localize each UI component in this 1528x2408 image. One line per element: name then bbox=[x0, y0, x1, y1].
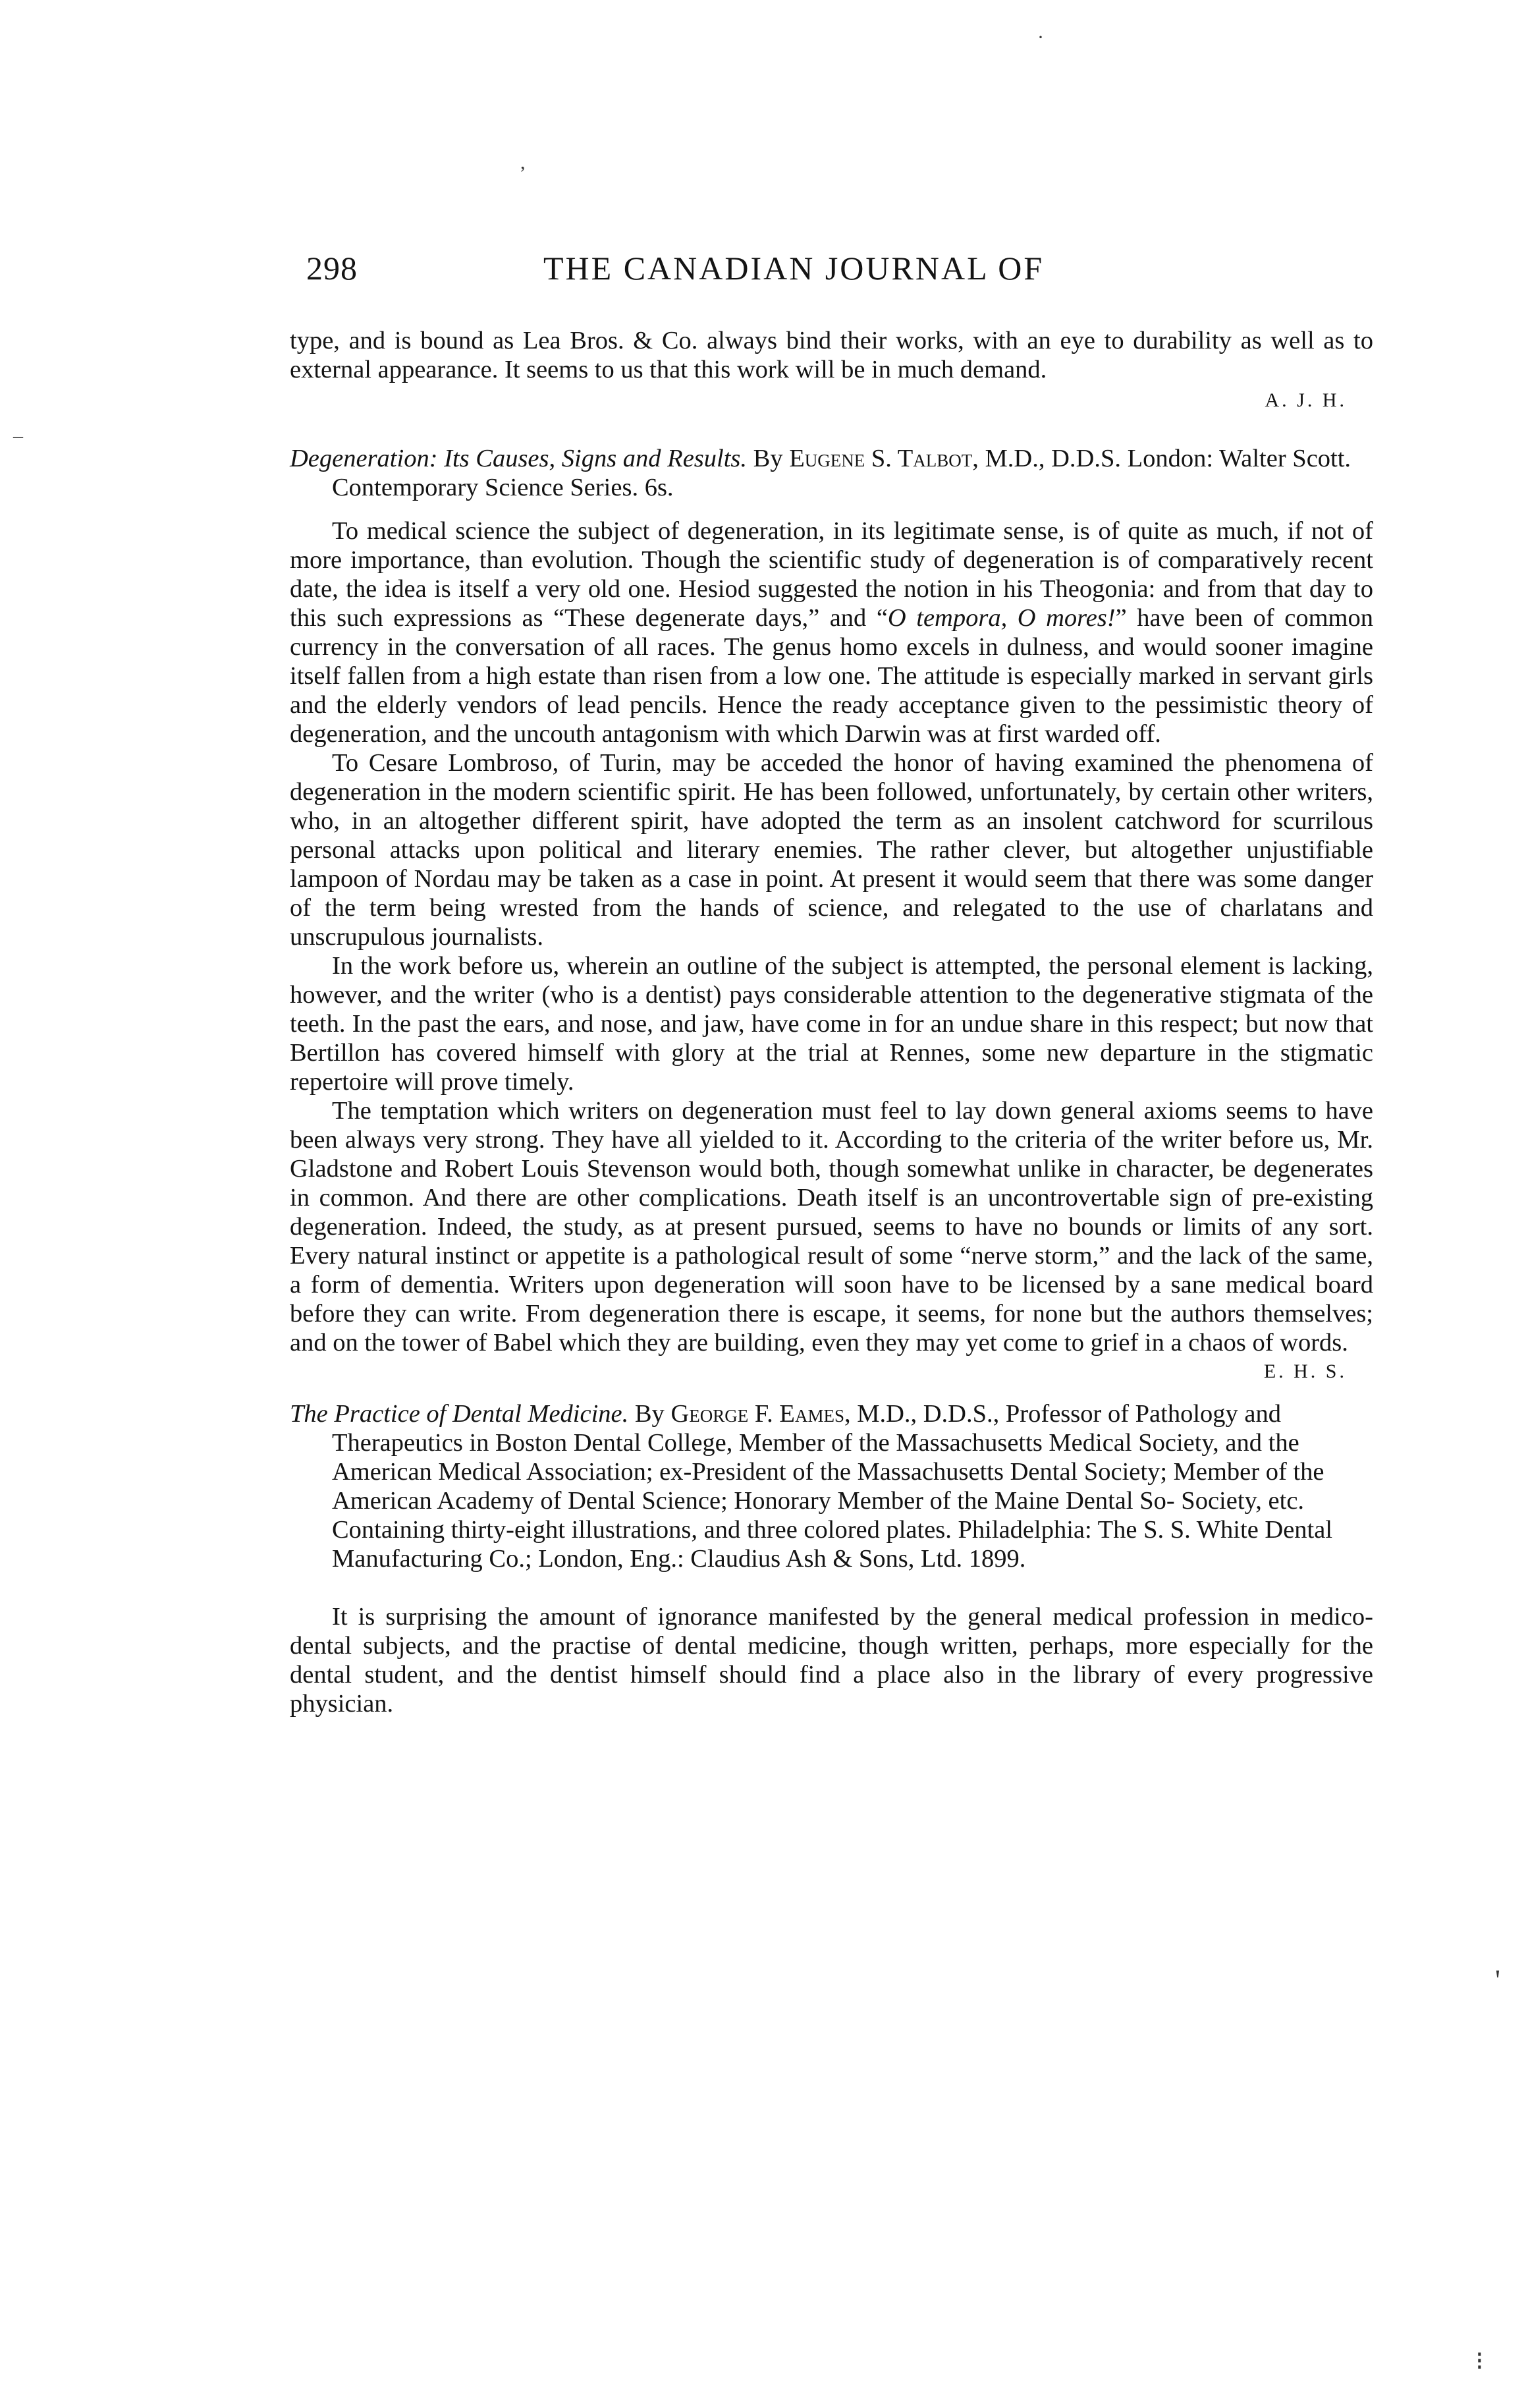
paragraph-3 bbox=[290, 951, 1373, 1096]
author-eames: George F. Eames, bbox=[670, 1400, 851, 1428]
paragraph-1-text: To medical science the subject of degeneration, in its legitimate sense, is of quite as much, if not of more importance, than evolution. Though the scientific study of degeneration is of comparatively recent date, the idea is itself a very old one. Hesiod suggested the notion in his Theogonia: and from that day to this such expressions as “These degenerate days,” and “ bbox=[290, 517, 1373, 632]
section-gap bbox=[290, 1573, 1373, 1602]
book-title-dental-medicine: The Practice of Dental Medicine. bbox=[290, 1400, 629, 1428]
latin-phrase: O tempora, O mores! bbox=[887, 604, 1116, 632]
continuation-text: type, and is bound as Lea Bros. & Co. always bind their works, with an eye to durability as well as to external appearance. It seems to us that this work will be in much demand. bbox=[290, 327, 1373, 383]
section-gap bbox=[290, 415, 1373, 430]
page-number: 298 bbox=[306, 250, 358, 287]
review-continuation bbox=[290, 326, 1373, 384]
scan-speck: ⁝ bbox=[1475, 2346, 1484, 2376]
scan-speck: – bbox=[13, 425, 23, 447]
paragraph-4-text: The temptation which writers on degeneration must feel to lay down general axioms seems to have been always very strong. They have all yielded to it. According to the criteria of the writer before us, Mr. Gladstone and Robert Louis Stevenson would both, though somewhat unlike in character, be degenerates in common. And there are other complications. Death itself is an uncontrovertable sign of pre-existing degeneration. Indeed, the study, as at present pursued, seems to have no bounds or limits of any sort. Every natural instinct or appetite is a pathological result of some “nerve storm,” and the lack of the same, a form of dementia. Writers upon degeneration will soon have to be licensed by a sane medical board before they can write. From degeneration there is escape, it seems, for none but the authors themselves; and on the tower of Babel which they are building, even they may yet come to grief in a chaos of words. bbox=[290, 1097, 1373, 1357]
paragraph-2-text: To Cesare Lombroso, of Turin, may be acceded the honor of having examined the phenomena of degeneration in the modern scientific spirit. He has been followed, unfortunately, by certain other writers, who, in an altogether different spirit, have adopted the term as an insolent catchword for scurrilous personal attacks upon political and literary enemies. The rather clever, but altogether unjustifiable lampoon of Nordau may be taken as a case in point. At present it would seem that there was some danger of the term being wrested from the hands of science, and relegated to the use of charlatans and unscrupulous journalists. bbox=[290, 749, 1373, 951]
paragraph-3-text: In the work before us, wherein an outline of the subject is attempted, the personal element is lacking, however, and the writer (who is a dentist) pays considerable attention to the degenerative stigmata of the teeth. In the past the ears, and nose, and jaw, have come in for an undue share in this respect; but now that Bertillon has covered himself with glory at the trial at Rennes, some new departure in the stigmatic repertoire will prove timely. bbox=[290, 952, 1373, 1096]
paragraph-5-text: It is surprising the amount of ignorance manifested by the general medical profession in medico-dental subjects, and the practise of dental medicine, though written, perhaps, more especially for the dental student, and the dentist himself should find a place also in the library of every progressive physician. bbox=[290, 1603, 1373, 1718]
review-signature-ehs: E. H. S. bbox=[1263, 1360, 1347, 1382]
publication-details-dental-medicine: M.D., D.D.S., Professor of Pathology and Therapeutics in Boston Dental College, Member of the Massachusetts Medical Society, and the American Medical Association; ex-President of the Massachusetts Dental Society; Member of the American Academy of Dental Science; Honorary Member of the Maine Dental So- Society, etc. Containing thirty-eight illustrations, and three colored plates. Philadelphia: The S. S. White Dental Manufacturing Co.; London, Eng.: Claudius Ash & Sons, Ltd. 1899. bbox=[332, 1400, 1333, 1573]
book-title-degeneration: Degeneration: Its Causes, Signs and Results. bbox=[290, 445, 748, 472]
running-head: THE CANADIAN JOURNAL OF bbox=[543, 250, 1045, 287]
review-heading-dental-medicine bbox=[290, 1399, 1373, 1573]
section-gap bbox=[290, 502, 1373, 517]
scan-speck: · bbox=[1037, 26, 1044, 48]
scan-speck: , bbox=[520, 152, 526, 173]
section-gap bbox=[290, 1357, 1373, 1386]
paragraph-2 bbox=[290, 748, 1373, 951]
scan-speck: ' bbox=[1495, 1964, 1500, 1996]
page-header bbox=[306, 249, 1373, 295]
paragraph-4 bbox=[290, 1096, 1373, 1382]
paragraph-1-continued: ” have been of common currency in the conversation of all races. The genus homo excels in dulness, and would sooner imagine itself fallen from a high estate than risen from a low one. The attitude is especially marked in servant girls and the elderly vendors of lead pencils. Hence the ready acceptance given to the pessimistic theory of degeneration, and the uncouth antagonism with which Darwin was at first warded off. bbox=[290, 604, 1373, 748]
page-body bbox=[290, 326, 1373, 1718]
by-word: By bbox=[753, 445, 783, 472]
paragraph-1 bbox=[290, 517, 1373, 748]
paragraph-5 bbox=[290, 1602, 1373, 1718]
signature-line bbox=[290, 384, 1373, 415]
review-heading-degeneration bbox=[290, 444, 1373, 502]
author-talbot: Eugene S. Talbot, bbox=[789, 445, 979, 472]
review-signature-ajh: A. J. H. bbox=[1265, 389, 1347, 411]
publication-details-degeneration: M.D., D.D.S. London: Walter Scott. Contemporary Science Series. 6s. bbox=[332, 445, 1351, 501]
by-word: By bbox=[634, 1400, 665, 1428]
